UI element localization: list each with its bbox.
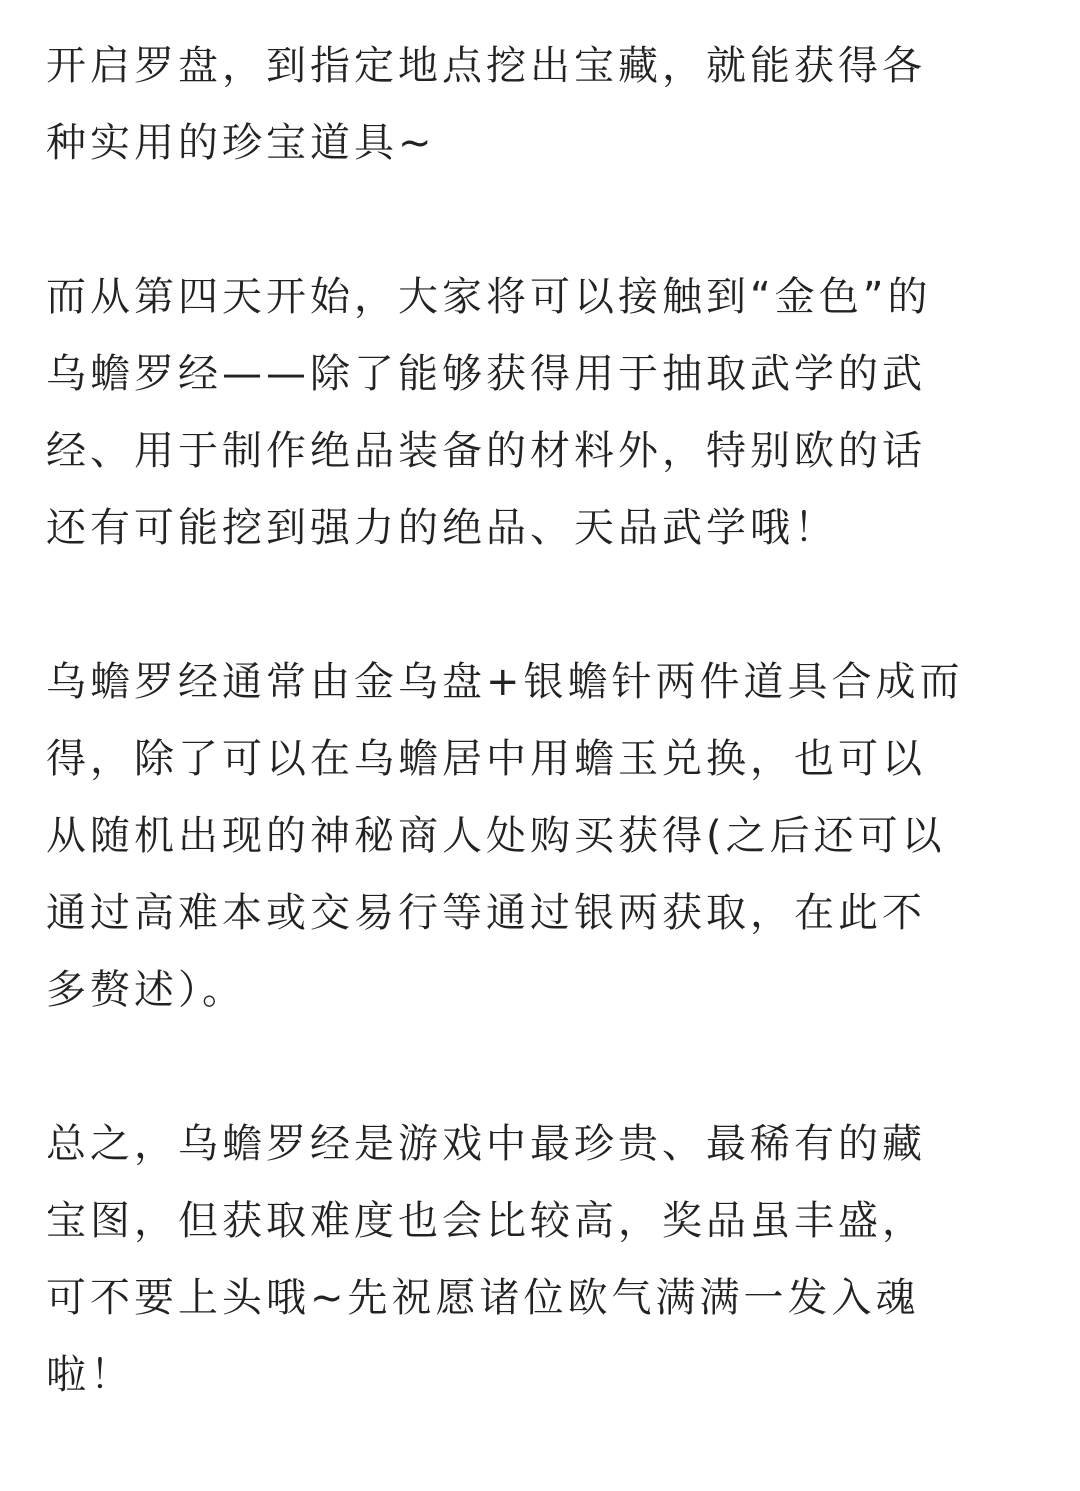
text-line: 多赘述）。: [46, 967, 246, 1013]
text-line: 可不要上头哦~先祝愿诸位欧气满满一发入魂: [46, 1275, 920, 1321]
paragraph-how-to-obtain: [46, 644, 1034, 1029]
text-line: 经、用于制作绝品装备的材料外，特别欧的话: [46, 428, 926, 474]
text-line: 乌蟾罗经通常由金乌盘+银蟾针两件道具合成而: [46, 659, 964, 705]
text-line: 乌蟾罗经——除了能够获得用于抽取武学的武: [46, 351, 926, 397]
text-line: 通过高难本或交易行等通过银两获取，在此不: [46, 890, 926, 936]
text-line: 开启罗盘，到指定地点挖出宝藏，就能获得各: [46, 43, 926, 89]
text-line: 从随机出现的神秘商人处购买获得(之后还可以: [46, 813, 946, 859]
text-line: 种实用的珍宝道具~: [46, 120, 436, 166]
paragraph-golden-compass: [46, 259, 1034, 567]
text-line: 啦！: [46, 1352, 134, 1398]
text-line: 宝图，但获取难度也会比较高，奖品虽丰盛，: [46, 1198, 926, 1244]
paragraph-treasure-compass: [46, 28, 1034, 182]
article-body: [46, 28, 1034, 1491]
paragraph-summary: [46, 1106, 1034, 1414]
text-line: 还有可能挖到强力的绝品、天品武学哦！: [46, 505, 838, 551]
text-line: 总之，乌蟾罗经是游戏中最珍贵、最稀有的藏: [46, 1121, 926, 1167]
text-line: 而从第四天开始，大家将可以接触到“金色”的: [46, 274, 932, 320]
text-line: 得，除了可以在乌蟾居中用蟾玉兑换，也可以: [46, 736, 926, 782]
